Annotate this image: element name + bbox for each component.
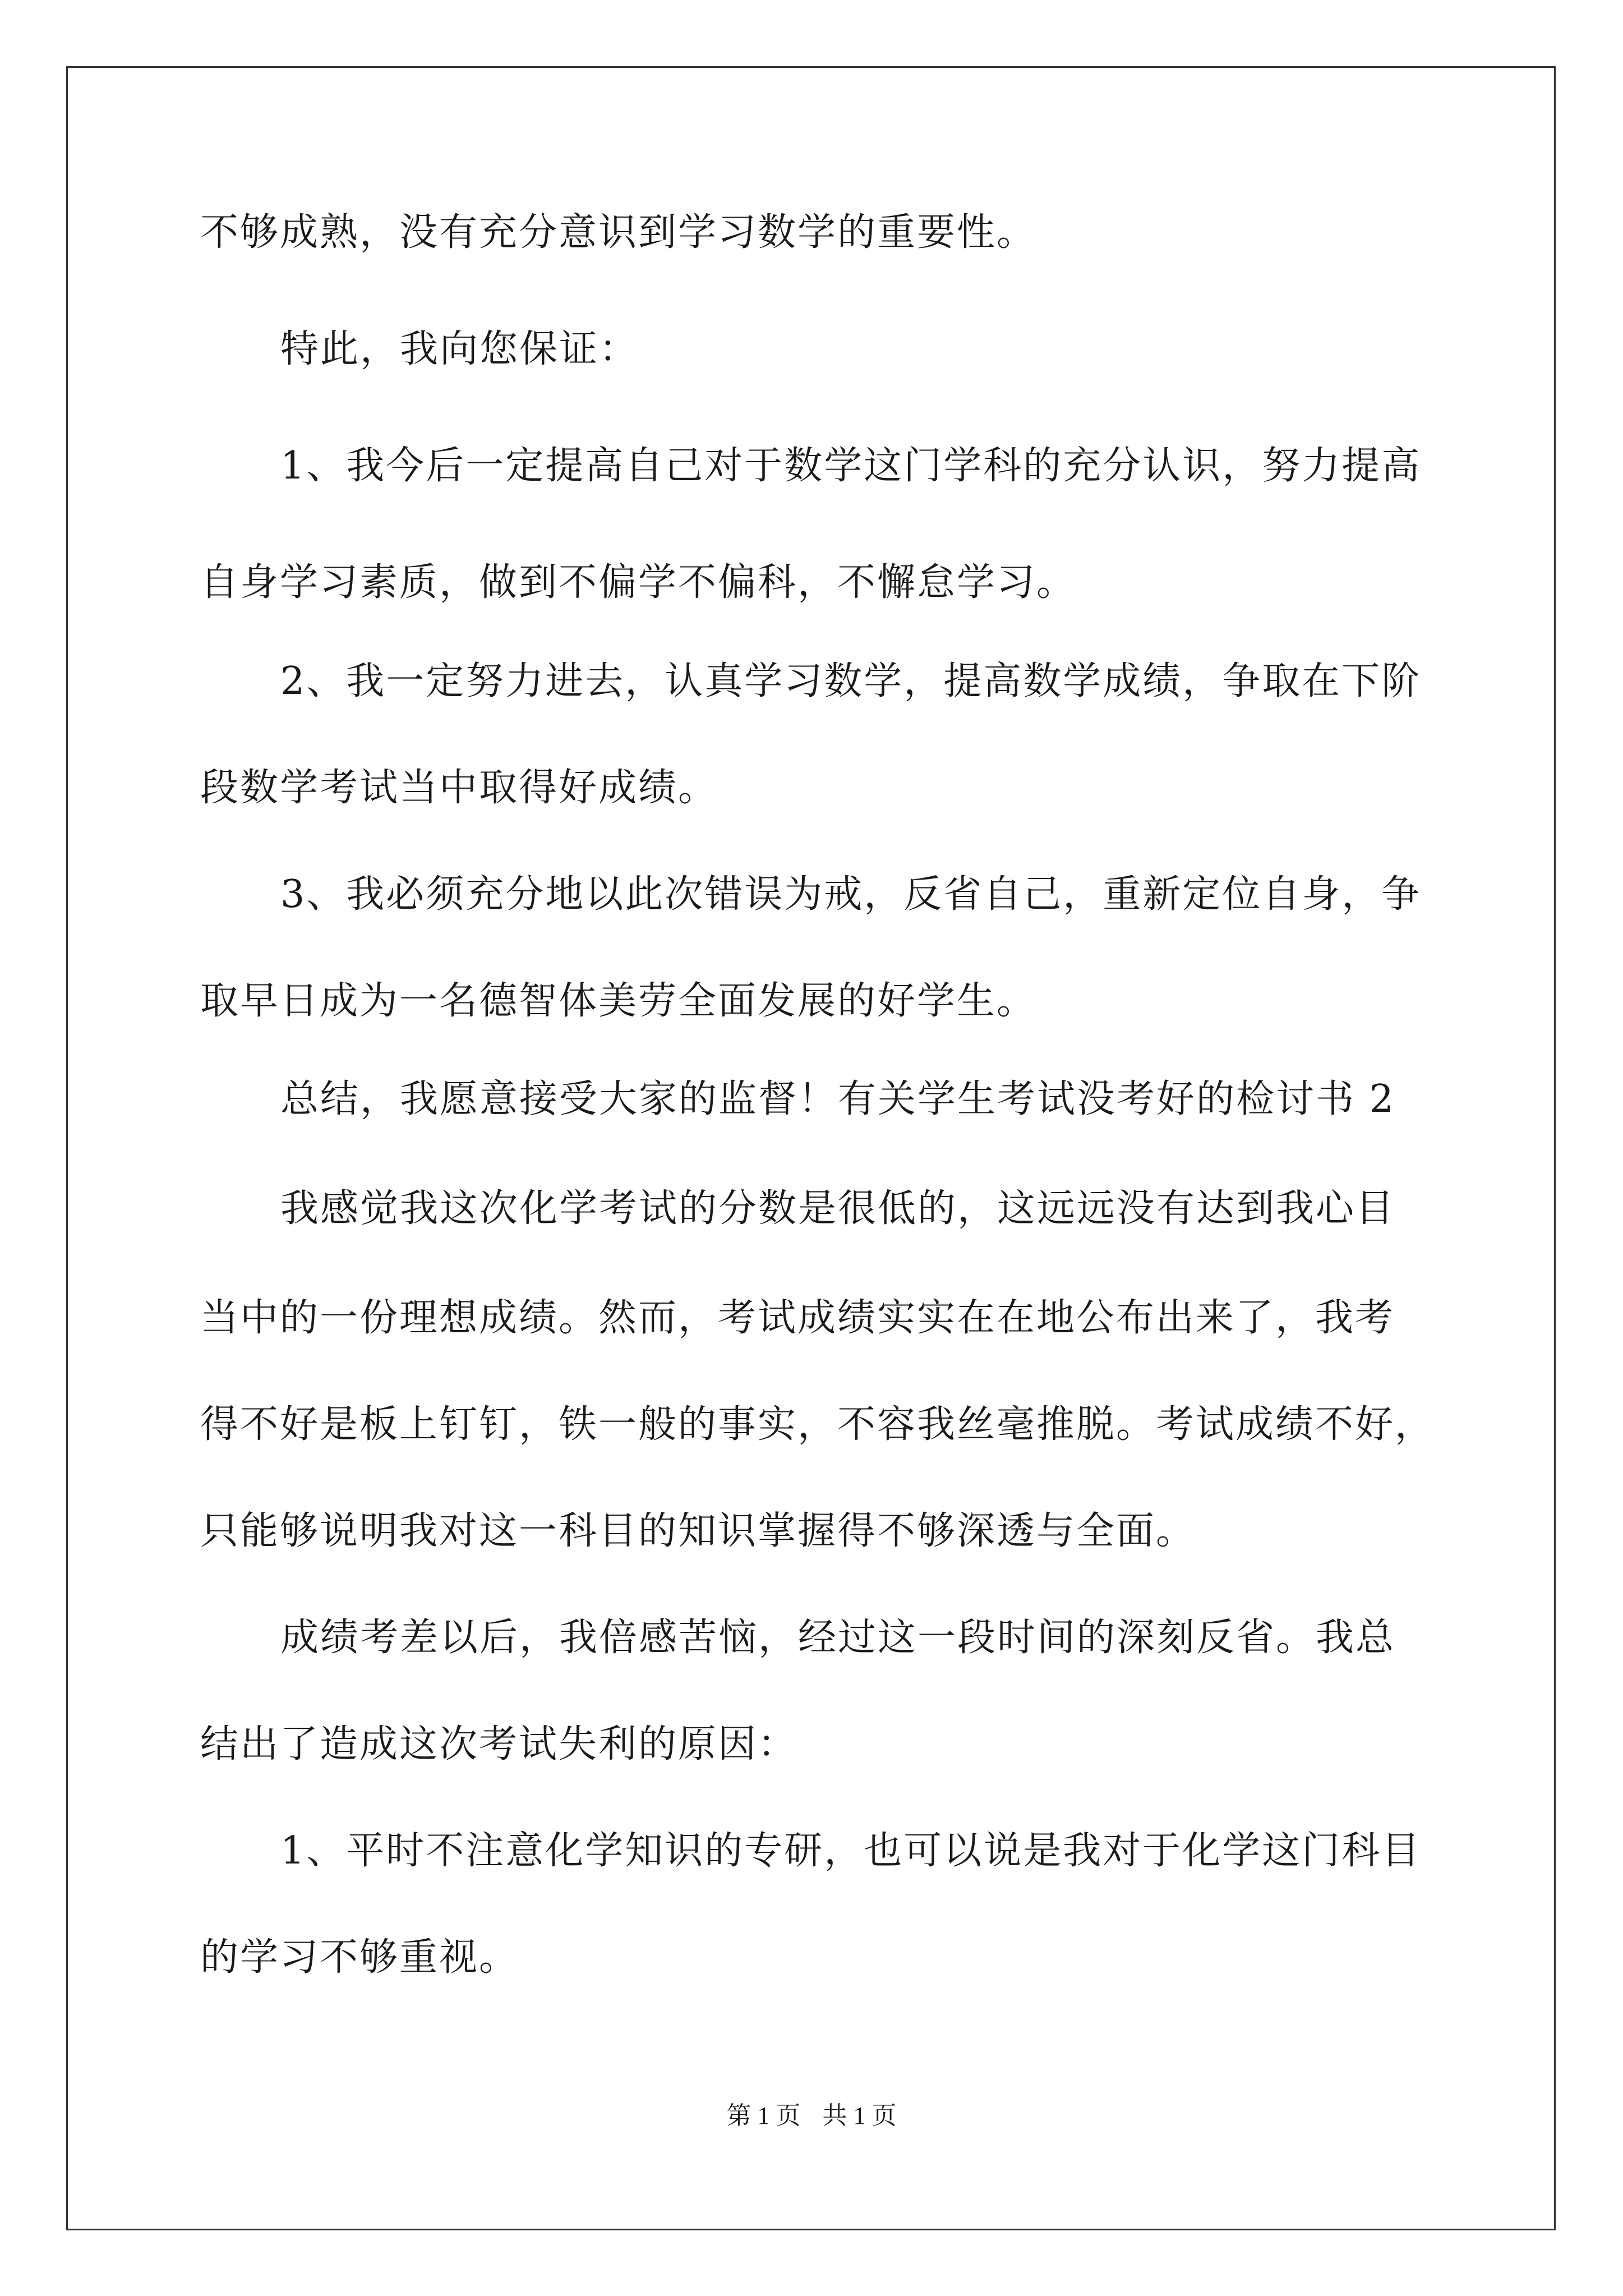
body-line-3: 1、我今后一定提高自己对于数学这门学科的充分认识，努力提高	[280, 444, 1422, 488]
body-line-10: 我感觉我这次化学考试的分数是很低的，这远远没有达到我心目	[280, 1186, 1396, 1231]
body-line-7: 3、我必须充分地以此次错误为戒，反省自己，重新定位自身，争	[280, 872, 1422, 917]
body-line-11: 当中的一份理想成绩。然而，考试成绩实实在在地公布出来了，我考	[200, 1296, 1395, 1340]
body-line-14: 成绩考差以后，我倍感苦恼，经过这一段时间的深刻反省。我总	[280, 1616, 1396, 1660]
body-line-15: 结出了造成这次考试失利的原因：	[200, 1722, 798, 1766]
body-line-9: 总结，我愿意接受大家的监督！有关学生考试没考好的检讨书 2	[280, 1077, 1395, 1121]
page-frame	[66, 66, 1556, 2230]
body-line-6: 段数学考试当中取得好成绩。	[200, 766, 718, 810]
page-number-current: 第 1 页	[726, 2102, 801, 2129]
body-line-4: 自身学习素质，做到不偏学不偏科，不懈怠学习。	[200, 560, 1077, 605]
body-line-2: 特此，我向您保证：	[280, 327, 639, 371]
page-number-total: 共 1 页	[822, 2102, 897, 2129]
page-footer	[0, 2095, 1623, 2131]
body-line-8: 取早日成为一名德智体美劳全面发展的好学生。	[200, 979, 1037, 1023]
body-line-16: 1、平时不注意化学知识的专研，也可以说是我对于化学这门科目	[280, 1829, 1422, 1873]
body-line-1: 不够成熟，没有充分意识到学习数学的重要性。	[200, 210, 1037, 255]
body-line-17: 的学习不够重视。	[200, 1935, 519, 1980]
body-line-13: 只能够说明我对这一科目的知识掌握得不够深透与全面。	[200, 1509, 1196, 1553]
body-line-5: 2、我一定努力进去，认真学习数学，提高数学成绩，争取在下阶	[280, 659, 1422, 703]
body-line-12: 得不好是板上钉钉，铁一般的事实，不容我丝毫推脱。考试成绩不好，	[200, 1402, 1435, 1447]
